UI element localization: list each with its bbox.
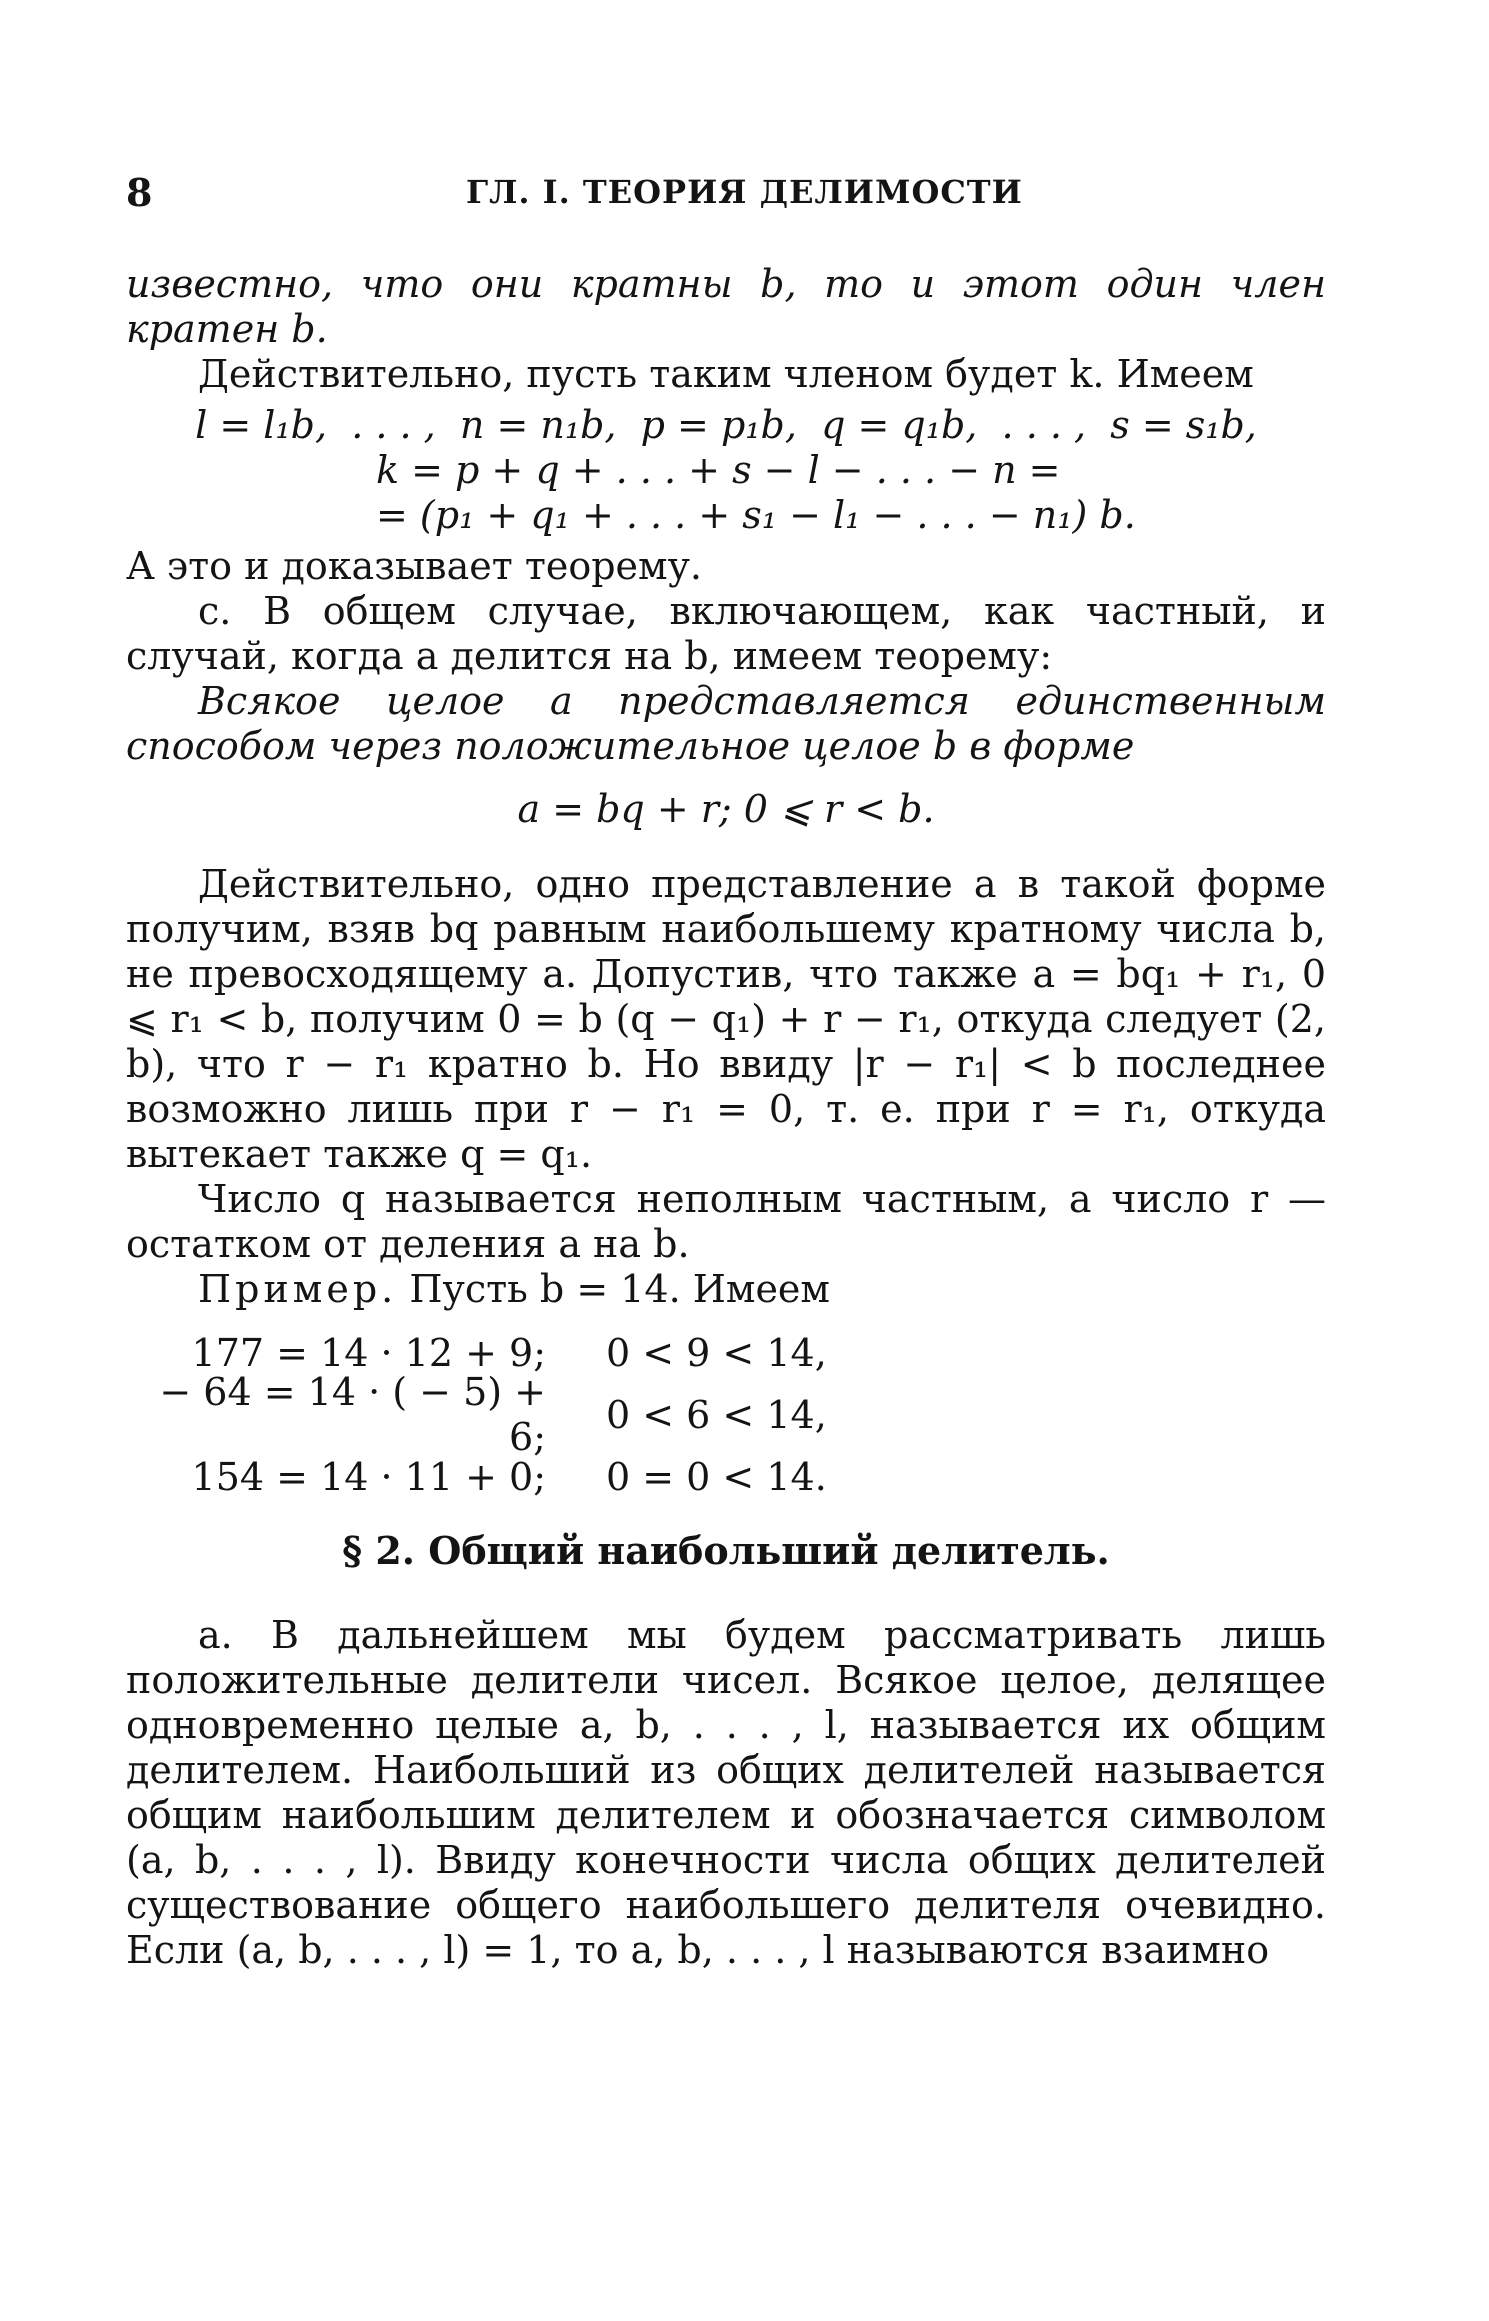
running-title: ГЛ. I. ТЕОРИЯ ДЕЛИМОСТИ: [466, 173, 1023, 211]
example-row: [126, 1370, 1326, 1459]
paragraph-definitions: Число q называется неполным частным, а число r — остатком от деления a на b.: [126, 1177, 1326, 1266]
section-title: § 2. Общий наибольший делитель.: [342, 1528, 1110, 1573]
paragraph-example: [126, 1267, 1326, 1312]
page-number: 8: [126, 170, 153, 215]
theorem-statement: Всякое целое a представляется единственным способом через положительное целое b в форме: [126, 679, 1326, 768]
paragraph-conclusion: А это и доказывает теорему.: [126, 544, 703, 588]
example-right: 0 < 9 < 14,: [606, 1330, 827, 1375]
example-left: 177 = 14 · 12 + 9;: [191, 1330, 546, 1375]
equation-line: l = l₁b, . . . , n = n₁b, p = p₁b, q = q₁b, . . . , s = s₁b,: [195, 403, 1257, 447]
example-row: [126, 1446, 1326, 1508]
example-table: [126, 1322, 1326, 1508]
example-left: 154 = 14 · 11 + 0;: [191, 1454, 546, 1499]
page-body: [126, 262, 1326, 1973]
paragraph-general-case: c. В общем случае, включающем, как частный, и случай, когда a делится на b, имеем теорему:: [126, 589, 1326, 678]
paragraph-proof-intro: Действительно, пусть таким членом будет k. Имеем: [198, 352, 1254, 396]
equation-line: = (p₁ + q₁ + . . . + s₁ − l₁ − . . . − n₁) b.: [376, 493, 1136, 537]
equation-division: a = bq + r; 0 ⩽ r < b.: [517, 787, 935, 831]
example-label: Пример.: [198, 1267, 398, 1311]
running-header: [126, 170, 1326, 220]
paragraph-gcd-definition: a. В дальнейшем мы будем рассматривать лишь положительные делители чисел. Всякое целое, делящее одновременно целые a, b, . . . , l, называется их общим делителем. Наибольший из общих делителей называется общим наибольшим делителем и обозначается символом (a, b, . . . , l). Ввиду конечности числа общих делителей существование общего наибольшего делителя очевидно. Если (a, b, . . . , l) = 1, то a, b, . . . , l называются взаимно: [126, 1613, 1326, 1972]
example-right: 0 < 6 < 14,: [606, 1392, 827, 1437]
example-right: 0 = 0 < 14.: [606, 1454, 827, 1499]
paragraph-continuation: известно, что они кратны b, то и этот один член кратен b.: [126, 262, 1326, 351]
paragraph-proof: Действительно, одно представление a в такой форме получим, взяв bq равным наибольшему кратному числа b, не превосходящему a. Допустив, что также a = bq₁ + r₁, 0 ⩽ r₁ < b, получим 0 = b (q − q₁) + r − r₁, откуда следует (2, b), что r − r₁ кратно b. Но ввиду |r − r₁| < b последнее возможно лишь при r − r₁ = 0, т. е. при r = r₁, откуда вытекает также q = q₁.: [126, 862, 1326, 1176]
example-text: Пусть b = 14. Имеем: [409, 1267, 830, 1311]
equation-line: k = p + q + . . . + s − l − . . . − n =: [376, 448, 1061, 492]
example-left: − 64 = 14 · ( − 5) + 6;: [159, 1370, 546, 1459]
equation-block-1: [126, 403, 1326, 538]
